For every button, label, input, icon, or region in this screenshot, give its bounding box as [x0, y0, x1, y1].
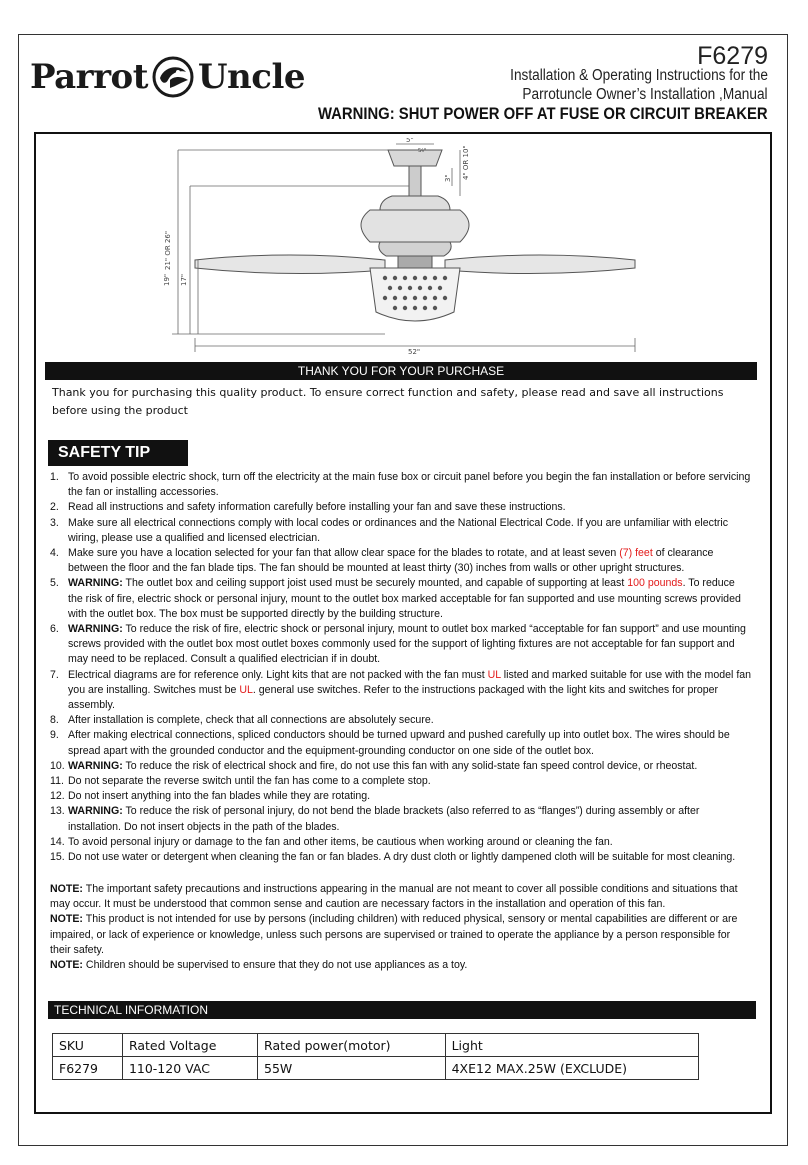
dim-height-outer: 21" OR 26" [164, 230, 172, 270]
list-item: 9. After making electrical connections, spliced conductors should be turned upward and pushed carefully up into outlet box. The wires should be spread apart with the grounded conductor and the equipment-grounding conductor on one side of the outlet box. [50, 729, 730, 757]
list-item: 3. Make sure all electrical connections comply with local codes or ordinances and the National Electrical Code. If you are unfamiliar with electric wiring, please use a qualified and licensed electrician. [50, 516, 729, 544]
safety-tip-heading: SAFETY TIP [48, 440, 188, 466]
dim-small: 3" [444, 174, 452, 182]
note-paragraph: NOTE: Children should be supervised to ensure that they do not use appliances as a toy. [50, 959, 468, 972]
technical-info-header: TECHNICAL INFORMATION [48, 1001, 756, 1019]
dim-downrod: 4" OR 10" [462, 145, 470, 180]
document-subtitle-line2: Parrotuncle Owner’s Installation ,Manual [522, 86, 768, 103]
table-row [53, 1057, 699, 1080]
model-number: F6279 [697, 42, 768, 70]
dim-width: 52" [408, 348, 421, 356]
highlight-ul-2: UL [239, 683, 253, 696]
list-item: 11. Do not separate the reverse switch until the fan has come to a complete stop. [50, 775, 431, 788]
safety-tip-list [50, 470, 752, 865]
list-item: 4. Make sure you have a location selected for your fan that allow clear space for the blades to rotate, and at least seven (7) feet of clearance between the floor and the fan blade tips. The fan should be mounted at least thirty (30) inches from walls or other upright structures. [50, 547, 714, 575]
notes-section [50, 882, 752, 973]
brand-name-right: Uncle [197, 57, 306, 97]
power-warning: WARNING: SHUT POWER OFF AT FUSE OR CIRCUIT BREAKER [318, 105, 768, 123]
list-item: 1. To avoid possible electric shock, turn off the electricity at the main fuse box or circuit panel before you begin the fan installation or before servicing the fan or installing accessories. [50, 471, 751, 499]
parrot-logo-icon [150, 54, 196, 100]
note-paragraph: NOTE: The important safety precautions and instructions appearing in the manual are not meant to cover all possible conditions and situations that may occur. It must be understood that common sense and caution are necessary factors in the installation and operation of this fan. [50, 883, 738, 911]
thank-you-header: THANK YOU FOR YOUR PURCHASE [45, 362, 757, 380]
list-item: 13. WARNING: To reduce the risk of personal injury, do not bend the blade brackets (also referred to as “flanges”) during assembly or after installation. Do not insert objects in the path of the blades. [50, 805, 700, 833]
table-header-row [53, 1034, 699, 1057]
note-paragraph: NOTE: This product is not intended for use by persons (including children) with reduced physical, sensory or mental capabilities are different or are impaired, or lack of experience or knowledge, unless such persons are supervised or trained to operate the appliance by a person responsible for their safety. [50, 913, 738, 956]
brand-logo [30, 52, 305, 102]
table-cell: 4XE12 MAX.25W (EXCLUDE) [445, 1057, 698, 1080]
dim-height-mid: 19" [163, 273, 171, 286]
list-item: 2. Read all instructions and safety information carefully before installing your fan and save these instructions. [50, 501, 566, 514]
list-item: 8. After installation is complete, check that all connections are absolutely secure. [50, 714, 434, 727]
list-item: 7. Electrical diagrams are for reference only. Light kits that are not packed with the fan must UL listed and marked suitable for use with the model fan you are installing. Switches must be UL. general use switches. Refer to the instructions packaged with the light kits and switches for proper assembly. [50, 668, 752, 712]
list-item: 6. WARNING: To reduce the risk of fire, electric shock or personal injury, mount to outlet box marked “acceptable for fan support” and use mounting screws provided with the outlet box most outlet boxes commonly used for the support of lighting fixtures are not acceptable for fan support and may need to be replaced. Consult a qualified electrician if in doubt. [50, 623, 746, 666]
list-item: 12. Do not insert anything into the fan blades while they are rotating. [50, 790, 371, 803]
list-item: 15. Do not use water or detergent when cleaning the fan or fan blades. A dry dust cloth or lightly dampened cloth will be suitable for most cleaning. [50, 851, 736, 864]
column-header: Rated power(motor) [258, 1034, 446, 1057]
column-header: Light [445, 1034, 698, 1057]
list-item: 5. WARNING: The outlet box and ceiling support joist used must be securely mounted, and capable of supporting at least 100 pounds. To reduce the risk of fire, electric shock or personal injury, mount to the outlet box marked acceptable for fan supported and use mounting screws provided with the outlet box. The box must be supported directly by the building structure. [50, 577, 741, 620]
dim-height-inner: 17" [180, 273, 188, 286]
dim-canopy: 5" [406, 138, 414, 144]
list-item: 10. WARNING: To reduce the risk of electrical shock and fire, do not use this fan with any solid-state fan speed control device, or rheostat. [50, 759, 698, 772]
highlight-clearance: (7) feet [619, 547, 653, 560]
highlight-weight: 100 pounds [627, 577, 683, 590]
column-header: SKU [53, 1034, 123, 1057]
column-header: Rated Voltage [122, 1034, 257, 1057]
brand-name-left: Parrot [30, 57, 148, 97]
table-cell: 110-120 VAC [122, 1057, 257, 1080]
dim-canopy-fraction: 5⁄₈" [418, 148, 427, 154]
document-subtitle: Installation & Operating Instructions for the [510, 67, 768, 84]
fan-dimension-diagram [40, 138, 766, 360]
table-cell: F6279 [53, 1057, 123, 1080]
list-item: 14. To avoid personal injury or damage to the fan and other items, be cautious when working around or cleaning the fan. [50, 835, 613, 848]
thank-you-text: Thank you for purchasing this quality product. To ensure correct function and safety, please read and save all instructions before using the product [52, 386, 724, 417]
technical-info-table [52, 1033, 699, 1080]
highlight-ul: UL [487, 668, 501, 681]
table-cell: 55W [258, 1057, 446, 1080]
